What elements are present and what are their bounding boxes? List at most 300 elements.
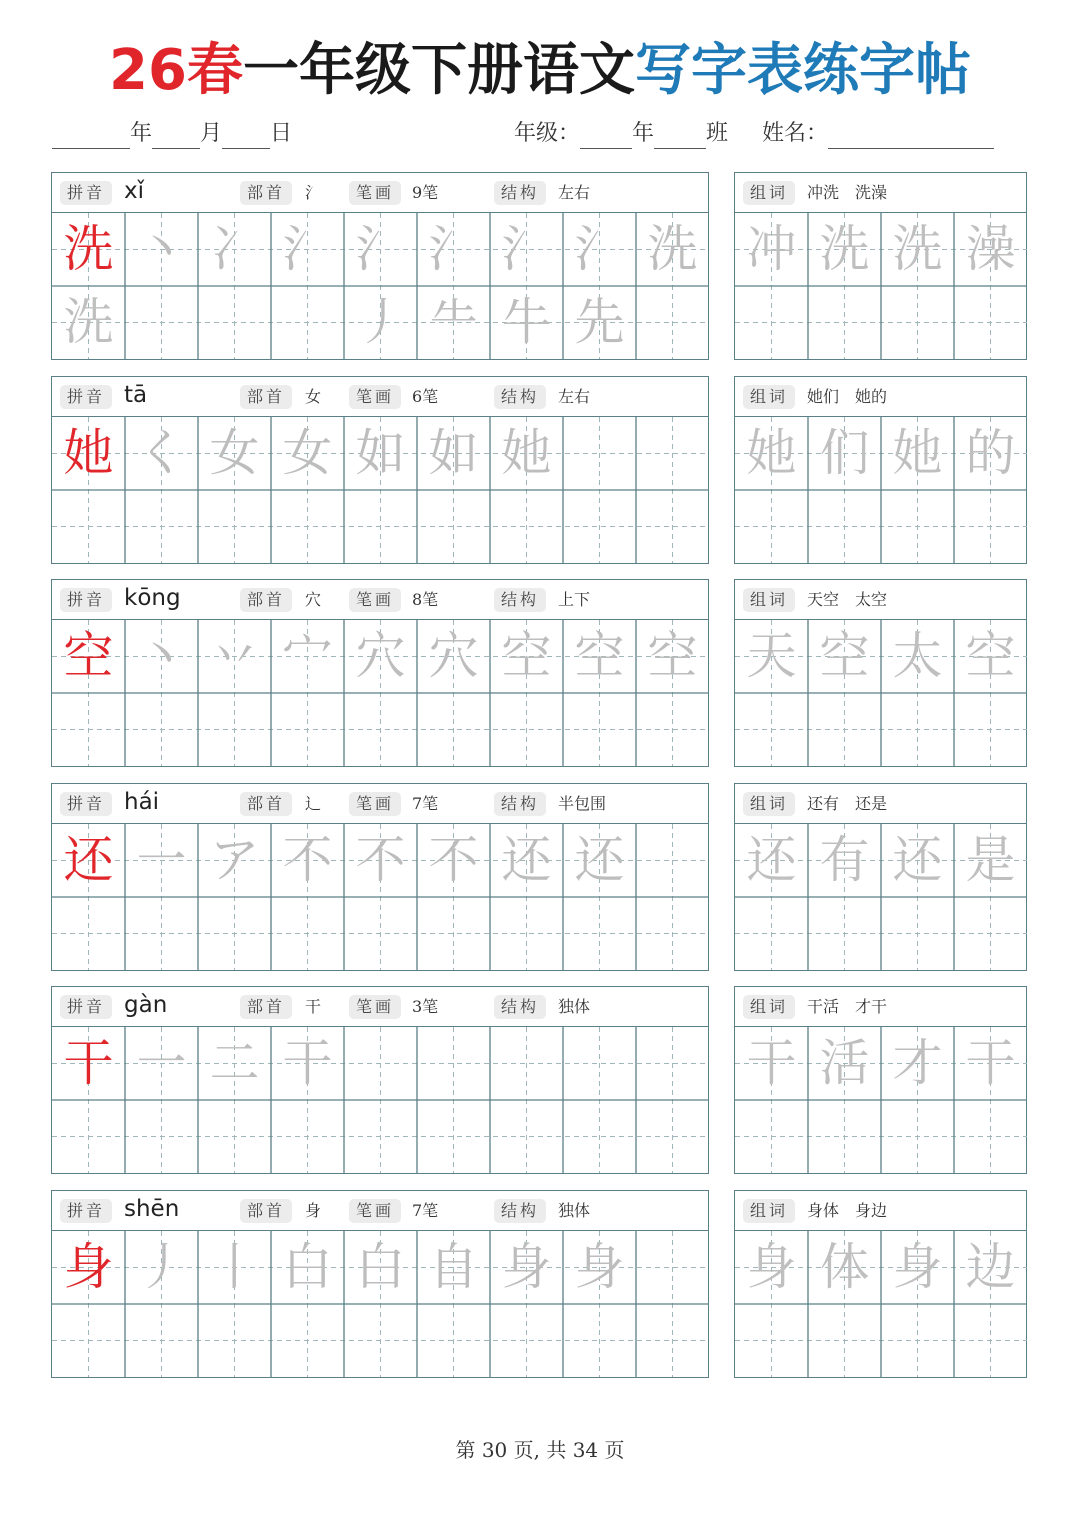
word-trace-character: 太 bbox=[892, 627, 943, 685]
word-header bbox=[735, 784, 1026, 824]
practice-cell[interactable] bbox=[125, 693, 198, 766]
practice-cell[interactable] bbox=[125, 490, 198, 563]
stroke-order-cell[interactable] bbox=[563, 620, 636, 693]
radical-label: 部首 bbox=[240, 995, 292, 1019]
stroke-step-character: 女 bbox=[282, 424, 333, 482]
word-trace-character: 冲 bbox=[746, 220, 797, 278]
radical-label: 部首 bbox=[240, 1199, 292, 1223]
word-trace-cell[interactable] bbox=[808, 1027, 881, 1100]
words-label: 组词 bbox=[743, 1199, 795, 1223]
word-trace-character: 们 bbox=[819, 424, 870, 482]
title-part-1: 26春 bbox=[109, 38, 243, 103]
stroke-step-character: 空 bbox=[574, 627, 625, 685]
practice-cell[interactable] bbox=[636, 897, 709, 970]
practice-cell[interactable] bbox=[563, 286, 636, 359]
strokes-label: 笔画 bbox=[349, 995, 401, 1019]
stroke-order-cell[interactable] bbox=[344, 1027, 417, 1100]
radical-value: 身 bbox=[305, 1201, 322, 1220]
words-label: 组词 bbox=[743, 995, 795, 1019]
practice-cell[interactable] bbox=[271, 693, 344, 766]
word-header bbox=[735, 1191, 1026, 1231]
word-practice-cell[interactable] bbox=[808, 897, 881, 970]
model-character: 她 bbox=[63, 424, 114, 482]
practice-cell[interactable] bbox=[417, 286, 490, 359]
practice-cell[interactable] bbox=[490, 897, 563, 970]
word-grid bbox=[735, 824, 1027, 970]
stroke-order-cell[interactable] bbox=[271, 213, 344, 286]
stroke-order-cell[interactable] bbox=[636, 1027, 709, 1100]
character-info-header bbox=[52, 580, 708, 620]
stroke-step-character: 如 bbox=[428, 424, 479, 482]
stroke-order-cell[interactable] bbox=[490, 1027, 563, 1100]
practice-cell[interactable] bbox=[490, 286, 563, 359]
word-trace-cell[interactable] bbox=[881, 824, 954, 897]
stroke-order-cell[interactable] bbox=[271, 1231, 344, 1304]
word-practice-cell[interactable] bbox=[881, 1100, 954, 1173]
stroke-order-cell[interactable] bbox=[417, 620, 490, 693]
stroke-order-cell[interactable] bbox=[125, 417, 198, 490]
practice-cell[interactable] bbox=[198, 490, 271, 563]
practice-cell[interactable] bbox=[344, 1304, 417, 1377]
practice-cell[interactable] bbox=[198, 1100, 271, 1173]
practice-cell[interactable] bbox=[344, 693, 417, 766]
stroke-order-cell[interactable] bbox=[490, 417, 563, 490]
practice-cell[interactable] bbox=[636, 1100, 709, 1173]
stroke-order-cell[interactable] bbox=[125, 1231, 198, 1304]
structure-value: 左右 bbox=[558, 387, 591, 406]
practice-cell[interactable] bbox=[417, 693, 490, 766]
grade-blank[interactable] bbox=[580, 118, 632, 149]
word-trace-character: 体 bbox=[819, 1238, 870, 1296]
stroke-step-character: 干 bbox=[282, 1034, 333, 1092]
stroke-step-character: く bbox=[136, 424, 187, 482]
word-practice-cell[interactable] bbox=[954, 490, 1027, 563]
word-trace-character: 天 bbox=[746, 627, 797, 685]
word-practice-cell[interactable] bbox=[808, 1100, 881, 1173]
stroke-order-cell[interactable] bbox=[198, 1027, 271, 1100]
writing-grid bbox=[52, 1027, 709, 1173]
practice-cell[interactable] bbox=[636, 490, 709, 563]
stroke-step-character: 丨 bbox=[209, 1238, 260, 1296]
word-grid bbox=[735, 620, 1027, 766]
stroke-order-cell[interactable] bbox=[125, 620, 198, 693]
character-info-header bbox=[52, 1191, 708, 1231]
stroke-step-character: 洗 bbox=[647, 220, 698, 278]
word-trace-cell[interactable] bbox=[881, 620, 954, 693]
word-trace-cell[interactable] bbox=[735, 213, 808, 286]
stroke-order-cell[interactable] bbox=[271, 620, 344, 693]
practice-cell[interactable] bbox=[125, 1100, 198, 1173]
stroke-order-cell[interactable] bbox=[563, 1027, 636, 1100]
word-trace-character: 活 bbox=[819, 1034, 870, 1092]
practice-cell[interactable] bbox=[417, 1100, 490, 1173]
stroke-order-cell[interactable] bbox=[490, 1231, 563, 1304]
words-value: 还有 还是 bbox=[807, 794, 888, 813]
words-value: 身体 身边 bbox=[807, 1201, 888, 1220]
word-trace-character: 身 bbox=[746, 1238, 797, 1296]
word-panel bbox=[734, 376, 1027, 564]
practice-cell[interactable] bbox=[344, 286, 417, 359]
words-value: 冲洗 洗澡 bbox=[807, 183, 888, 202]
word-practice-cell[interactable] bbox=[881, 897, 954, 970]
practice-cell[interactable] bbox=[271, 1100, 344, 1173]
practice-block bbox=[51, 376, 1027, 564]
strokes-value: 3笔 bbox=[412, 997, 439, 1016]
stroke-step-character: 丶 bbox=[136, 220, 187, 278]
word-trace-character: 边 bbox=[965, 1238, 1016, 1296]
word-practice-cell[interactable] bbox=[808, 1304, 881, 1377]
strokes-value: 9笔 bbox=[412, 183, 439, 202]
word-practice-cell[interactable] bbox=[735, 286, 808, 359]
stroke-step-character: 白 bbox=[355, 1238, 406, 1296]
stroke-step-character: 身 bbox=[574, 1238, 625, 1296]
stroke-order-cell[interactable] bbox=[344, 417, 417, 490]
word-trace-cell[interactable] bbox=[735, 824, 808, 897]
stroke-order-cell[interactable] bbox=[344, 213, 417, 351]
strokes-value: 6笔 bbox=[412, 387, 439, 406]
structure-label: 结构 bbox=[494, 588, 546, 612]
word-trace-cell[interactable] bbox=[735, 417, 808, 490]
trace-character: 洗 bbox=[63, 293, 114, 351]
name-blank[interactable] bbox=[828, 118, 994, 149]
radical-value: 女 bbox=[305, 387, 322, 406]
stroke-order-cell[interactable] bbox=[344, 1231, 417, 1304]
word-trace-cell[interactable] bbox=[954, 417, 1027, 490]
word-trace-cell[interactable] bbox=[954, 213, 1027, 286]
stroke-step-character: 二 bbox=[209, 1034, 260, 1092]
word-practice-cell[interactable] bbox=[735, 1100, 808, 1173]
stroke-step-character: 如 bbox=[355, 424, 406, 482]
structure-label: 结构 bbox=[494, 1199, 546, 1223]
stroke-step-character: 她 bbox=[501, 424, 552, 482]
practice-block bbox=[51, 579, 1027, 767]
stroke-order-cell[interactable] bbox=[417, 213, 490, 351]
word-trace-cell[interactable] bbox=[808, 213, 881, 286]
word-practice-cell[interactable] bbox=[735, 1304, 808, 1377]
word-grid bbox=[735, 1231, 1027, 1377]
character-info-header bbox=[52, 173, 708, 213]
structure-label: 结构 bbox=[494, 792, 546, 816]
stroke-order-cell[interactable] bbox=[198, 620, 271, 693]
word-trace-character: 还 bbox=[892, 831, 943, 889]
pinyin-label: 拼音 bbox=[60, 181, 112, 205]
word-practice-cell[interactable] bbox=[735, 490, 808, 563]
word-practice-cell[interactable] bbox=[881, 1304, 954, 1377]
word-trace-character: 空 bbox=[819, 627, 870, 685]
pinyin-value: gàn bbox=[124, 992, 168, 1018]
practice-cell[interactable] bbox=[636, 286, 709, 359]
practice-cell[interactable] bbox=[271, 286, 344, 359]
word-practice-cell[interactable] bbox=[881, 490, 954, 563]
stroke-order-cell[interactable] bbox=[490, 213, 563, 351]
class-blank[interactable] bbox=[654, 118, 706, 149]
stroke-step-character: 不 bbox=[355, 831, 406, 889]
stroke-order-cell[interactable] bbox=[198, 417, 271, 490]
character-panel bbox=[51, 376, 709, 564]
words-label: 组词 bbox=[743, 588, 795, 612]
stroke-order-cell[interactable] bbox=[490, 824, 563, 897]
stroke-order-cell[interactable] bbox=[271, 824, 344, 897]
stroke-step-character: 宀 bbox=[282, 627, 333, 685]
word-trace-cell[interactable] bbox=[954, 824, 1027, 897]
stroke-order-cell[interactable] bbox=[563, 1231, 636, 1304]
pinyin-value: hái bbox=[124, 789, 160, 815]
practice-cell[interactable] bbox=[125, 897, 198, 970]
word-trace-cell[interactable] bbox=[881, 1231, 954, 1304]
word-trace-cell[interactable] bbox=[808, 1231, 881, 1304]
month-blank[interactable] bbox=[152, 118, 200, 149]
strokes-label: 笔画 bbox=[349, 792, 401, 816]
year-blank[interactable] bbox=[52, 118, 130, 149]
words-value: 天空 太空 bbox=[807, 590, 888, 609]
practice-cell[interactable] bbox=[563, 897, 636, 970]
model-character-cell bbox=[52, 213, 125, 286]
practice-cell[interactable] bbox=[271, 897, 344, 970]
word-trace-character: 还 bbox=[746, 831, 797, 889]
pinyin-label: 拼音 bbox=[60, 1199, 112, 1223]
practice-cell[interactable] bbox=[344, 1100, 417, 1173]
words-label: 组词 bbox=[743, 385, 795, 409]
pinyin-label: 拼音 bbox=[60, 385, 112, 409]
word-trace-character: 才 bbox=[892, 1034, 943, 1092]
stroke-step-character: 一 bbox=[136, 831, 187, 889]
stroke-step-character: 空 bbox=[647, 627, 698, 685]
practice-cell[interactable] bbox=[417, 897, 490, 970]
practice-cell[interactable] bbox=[52, 286, 125, 359]
character-info-header bbox=[52, 377, 708, 417]
practice-cell[interactable] bbox=[271, 1304, 344, 1377]
word-trace-cell[interactable] bbox=[808, 620, 881, 693]
writing-grid bbox=[52, 824, 709, 970]
word-trace-character: 洗 bbox=[819, 220, 870, 278]
radical-value: 辶 bbox=[305, 794, 322, 813]
stroke-order-cell[interactable] bbox=[636, 1231, 709, 1304]
word-trace-cell[interactable] bbox=[954, 620, 1027, 693]
word-trace-cell[interactable] bbox=[881, 213, 954, 286]
stroke-order-cell[interactable] bbox=[417, 824, 490, 897]
structure-label: 结构 bbox=[494, 181, 546, 205]
word-practice-cell[interactable] bbox=[954, 1100, 1027, 1173]
stroke-step-character: 穴 bbox=[355, 627, 406, 685]
word-practice-cell[interactable] bbox=[735, 897, 808, 970]
word-trace-character: 是 bbox=[965, 831, 1016, 889]
stroke-order-cell[interactable] bbox=[417, 417, 490, 490]
month-label: 月 bbox=[200, 121, 223, 146]
word-practice-cell[interactable] bbox=[881, 693, 954, 766]
year-label: 年 bbox=[130, 121, 153, 146]
word-header bbox=[735, 987, 1026, 1027]
practice-cell[interactable] bbox=[52, 897, 125, 970]
practice-cell[interactable] bbox=[52, 1100, 125, 1173]
word-trace-cell[interactable] bbox=[954, 1231, 1027, 1304]
stroke-step-character: 还 bbox=[501, 831, 552, 889]
word-grid bbox=[735, 213, 1027, 359]
pinyin-value: kōng bbox=[124, 585, 181, 611]
radical-label: 部首 bbox=[240, 588, 292, 612]
structure-label: 结构 bbox=[494, 385, 546, 409]
word-trace-cell[interactable] bbox=[954, 1027, 1027, 1100]
practice-cell[interactable] bbox=[125, 286, 198, 359]
practice-cell[interactable] bbox=[636, 1304, 709, 1377]
word-practice-cell[interactable] bbox=[881, 286, 954, 359]
model-character-cell bbox=[52, 620, 125, 693]
practice-cell[interactable] bbox=[417, 1304, 490, 1377]
stroke-order-cell[interactable] bbox=[125, 824, 198, 897]
model-character: 洗 bbox=[63, 220, 114, 278]
word-practice-cell[interactable] bbox=[954, 897, 1027, 970]
pinyin-value: shēn bbox=[124, 1196, 180, 1222]
practice-cell[interactable] bbox=[490, 1100, 563, 1173]
practice-block bbox=[51, 172, 1027, 360]
word-trace-character: 干 bbox=[965, 1034, 1016, 1092]
radical-value: 穴 bbox=[305, 590, 322, 609]
practice-cell[interactable] bbox=[271, 490, 344, 563]
word-practice-cell[interactable] bbox=[954, 693, 1027, 766]
stroke-order-cell[interactable] bbox=[417, 1027, 490, 1100]
stroke-step-character: 白 bbox=[282, 1238, 333, 1296]
stroke-order-cell[interactable] bbox=[125, 1027, 198, 1100]
stroke-order-cell[interactable] bbox=[636, 213, 709, 286]
practice-cell[interactable] bbox=[198, 286, 271, 359]
stroke-order-cell[interactable] bbox=[198, 213, 271, 286]
stroke-order-cell[interactable] bbox=[125, 213, 198, 286]
words-value: 干活 才干 bbox=[807, 997, 888, 1016]
stroke-order-cell[interactable] bbox=[636, 620, 709, 693]
stroke-step-character: 一 bbox=[136, 1034, 187, 1092]
name-label: 姓名： bbox=[762, 121, 829, 146]
stroke-order-cell[interactable] bbox=[563, 824, 636, 897]
word-trace-character: 空 bbox=[965, 627, 1016, 685]
word-trace-character: 洗 bbox=[892, 220, 943, 278]
class-label: 班 bbox=[706, 121, 729, 146]
word-practice-cell[interactable] bbox=[808, 286, 881, 359]
word-grid bbox=[735, 417, 1027, 563]
stroke-order-cell[interactable] bbox=[636, 824, 709, 897]
stroke-order-cell[interactable] bbox=[271, 1027, 344, 1100]
word-trace-cell[interactable] bbox=[808, 824, 881, 897]
word-trace-character: 干 bbox=[746, 1034, 797, 1092]
word-trace-cell[interactable] bbox=[735, 620, 808, 693]
practice-cell[interactable] bbox=[563, 693, 636, 766]
grade-year-label: 年 bbox=[632, 121, 655, 146]
stroke-step-character: 丿 bbox=[136, 1238, 187, 1296]
stroke-step-character: 不 bbox=[282, 831, 333, 889]
model-character: 还 bbox=[63, 831, 114, 889]
writing-grid bbox=[52, 1231, 709, 1377]
word-trace-cell[interactable] bbox=[881, 1027, 954, 1100]
word-panel bbox=[734, 783, 1027, 971]
radical-label: 部首 bbox=[240, 792, 292, 816]
pinyin-label: 拼音 bbox=[60, 792, 112, 816]
word-practice-cell[interactable] bbox=[808, 490, 881, 563]
practice-cell[interactable] bbox=[490, 693, 563, 766]
writing-grid bbox=[52, 620, 709, 766]
stroke-order-cell[interactable] bbox=[563, 417, 636, 490]
character-panel bbox=[51, 172, 709, 360]
strokes-label: 笔画 bbox=[349, 181, 401, 205]
practice-cell[interactable] bbox=[125, 1304, 198, 1377]
word-practice-cell[interactable] bbox=[954, 286, 1027, 359]
word-panel bbox=[734, 986, 1027, 1174]
stroke-order-cell[interactable] bbox=[344, 620, 417, 693]
word-practice-cell[interactable] bbox=[808, 693, 881, 766]
radical-value: 氵 bbox=[305, 183, 322, 202]
word-trace-cell[interactable] bbox=[735, 1027, 808, 1100]
stroke-order-cell[interactable] bbox=[490, 620, 563, 693]
strokes-value: 7笔 bbox=[412, 1201, 439, 1220]
word-trace-cell[interactable] bbox=[808, 417, 881, 490]
word-practice-cell[interactable] bbox=[735, 693, 808, 766]
practice-cell[interactable] bbox=[52, 693, 125, 766]
structure-value: 左右 bbox=[558, 183, 591, 202]
stroke-step-character: 自 bbox=[428, 1238, 479, 1296]
practice-cell[interactable] bbox=[198, 1304, 271, 1377]
practice-cell[interactable] bbox=[52, 490, 125, 563]
character-panel bbox=[51, 1190, 709, 1378]
word-trace-cell[interactable] bbox=[735, 1231, 808, 1304]
stroke-order-cell[interactable] bbox=[417, 1231, 490, 1304]
word-panel bbox=[734, 1190, 1027, 1378]
practice-cell[interactable] bbox=[344, 897, 417, 970]
stroke-order-cell[interactable] bbox=[198, 1231, 271, 1304]
pinyin-value: tā bbox=[124, 382, 148, 408]
stroke-step-character: 氵 bbox=[282, 220, 333, 278]
stroke-step-character: 氵先 bbox=[574, 220, 625, 351]
stroke-step-character: 女 bbox=[209, 424, 260, 482]
practice-cell[interactable] bbox=[52, 1304, 125, 1377]
stroke-order-cell[interactable] bbox=[271, 417, 344, 490]
strokes-label: 笔画 bbox=[349, 385, 401, 409]
stroke-step-character: 丷 bbox=[209, 627, 260, 685]
practice-cell[interactable] bbox=[198, 693, 271, 766]
practice-cell[interactable] bbox=[198, 897, 271, 970]
structure-value: 半包围 bbox=[558, 794, 607, 813]
practice-cell[interactable] bbox=[417, 490, 490, 563]
day-blank[interactable] bbox=[222, 118, 270, 149]
radical-label: 部首 bbox=[240, 181, 292, 205]
model-character-cell bbox=[52, 417, 125, 490]
stroke-step-character: 氵⺧ bbox=[428, 220, 479, 351]
grade-label: 年级： bbox=[514, 121, 581, 146]
practice-cell[interactable] bbox=[563, 1304, 636, 1377]
word-trace-character: 的 bbox=[965, 424, 1016, 482]
practice-cell[interactable] bbox=[636, 693, 709, 766]
practice-cell[interactable] bbox=[563, 490, 636, 563]
pinyin-label: 拼音 bbox=[60, 588, 112, 612]
practice-cell[interactable] bbox=[490, 490, 563, 563]
stroke-order-cell[interactable] bbox=[636, 417, 709, 490]
character-panel bbox=[51, 986, 709, 1174]
stroke-order-cell[interactable] bbox=[563, 213, 636, 351]
stroke-order-cell[interactable] bbox=[344, 824, 417, 897]
stroke-order-cell[interactable] bbox=[198, 824, 271, 897]
word-grid bbox=[735, 1027, 1027, 1173]
words-label: 组词 bbox=[743, 181, 795, 205]
practice-cell[interactable] bbox=[490, 1304, 563, 1377]
character-info-header bbox=[52, 987, 708, 1027]
word-header bbox=[735, 173, 1026, 213]
practice-cell[interactable] bbox=[344, 490, 417, 563]
word-trace-cell[interactable] bbox=[881, 417, 954, 490]
practice-cell[interactable] bbox=[563, 1100, 636, 1173]
model-character-cell bbox=[52, 1027, 125, 1100]
character-panel bbox=[51, 579, 709, 767]
stroke-step-character: 氵牛 bbox=[501, 220, 552, 351]
practice-block bbox=[51, 986, 1027, 1174]
model-character-cell bbox=[52, 824, 125, 897]
structure-value: 独体 bbox=[558, 1201, 591, 1220]
word-practice-cell[interactable] bbox=[954, 1304, 1027, 1377]
